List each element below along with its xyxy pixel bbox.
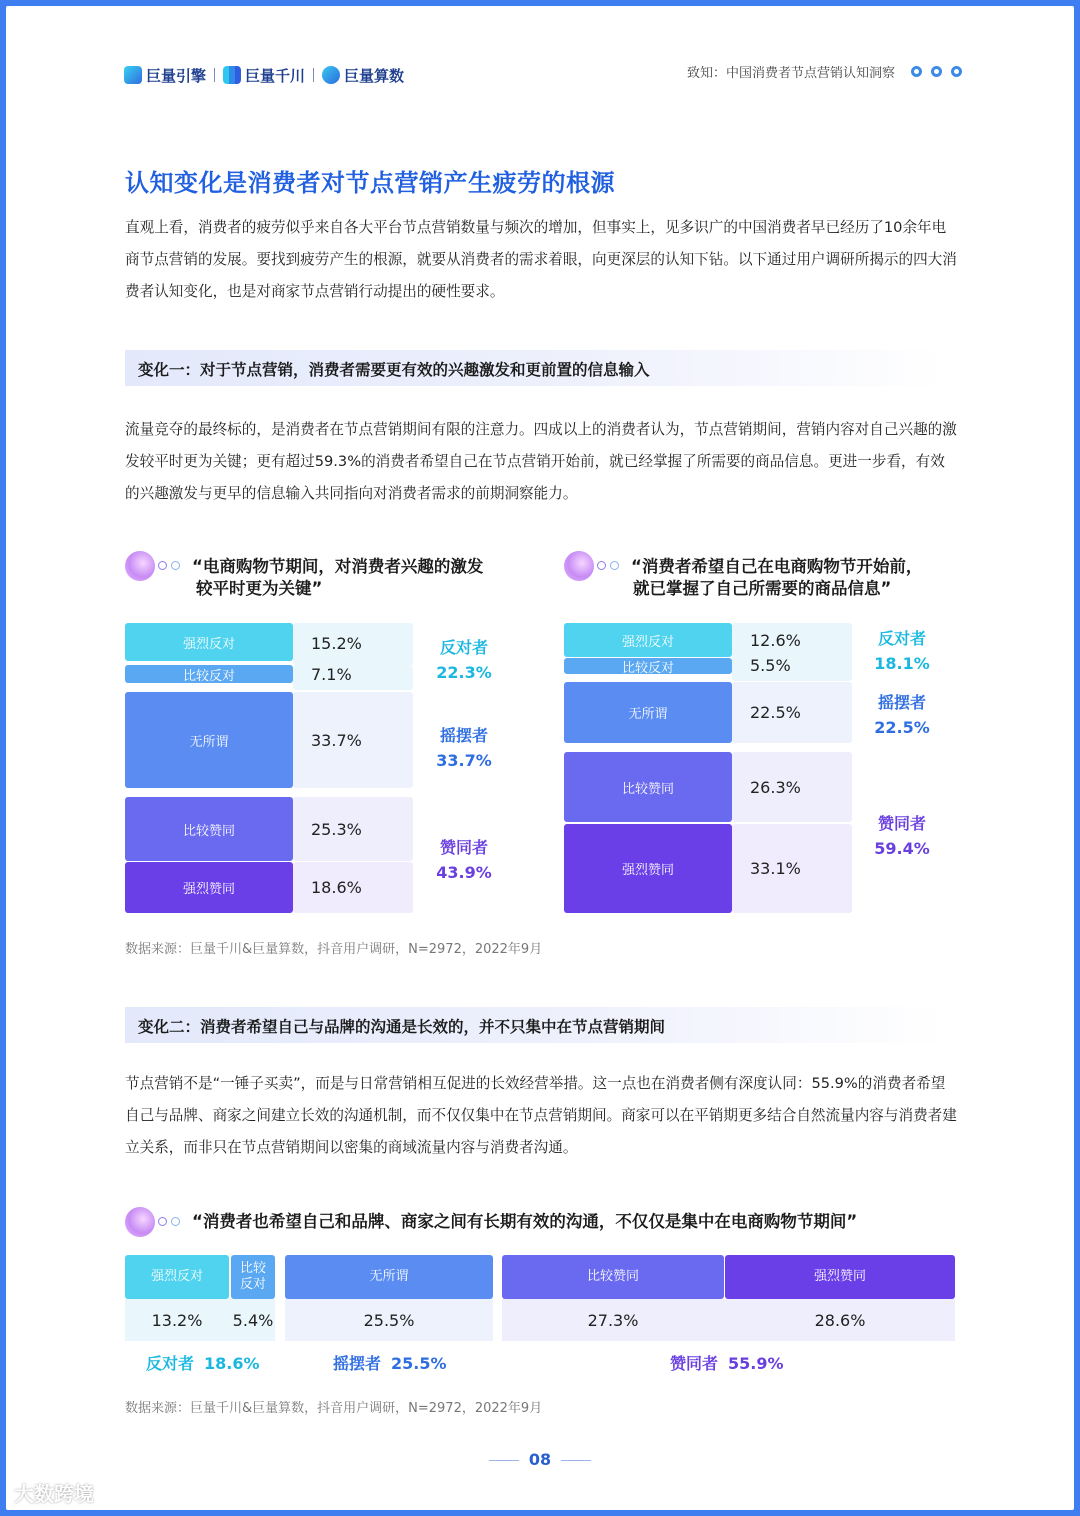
juliang-yinqing-icon — [124, 66, 142, 84]
watermark: 大数跨境 — [14, 1482, 94, 1506]
chart1-bar-strong-agree: 强烈赞同 — [125, 862, 293, 913]
chart3-bar-strong-agree: 强烈赞同 — [725, 1255, 955, 1299]
section2-heading: 变化二：消费者希望自己与品牌的沟通是长效的，并不只集中在节点营销期间 — [138, 1018, 666, 1036]
chart2-group-agree: 赞同者 59.4% — [874, 814, 930, 858]
chart1-group-oppose: 反对者 22.3% — [436, 638, 492, 682]
chart2-value-oppose: 5.5% — [750, 655, 791, 675]
chart2-value-neutral: 22.5% — [750, 703, 801, 722]
ring-icon — [951, 66, 962, 77]
chart3-value-strong-oppose: 13.2% — [151, 1310, 203, 1330]
chart1-group-agree: 赞同者 43.9% — [436, 838, 492, 882]
chart2-bar-agree: 比较赞同 — [564, 752, 732, 822]
logo-juliang-suanshu: 巨量算数 — [322, 65, 404, 86]
page-number: 08 — [6, 1450, 1074, 1469]
logo-juliang-yinqing: 巨量引擎 — [124, 65, 206, 86]
juliang-suanshu-icon — [322, 66, 340, 84]
chart1-value-strong-agree: 18.6% — [311, 878, 362, 897]
chart1-value-strong-oppose: 15.2% — [311, 633, 362, 653]
section2-heading-band — [125, 1007, 945, 1043]
report-page — [6, 6, 1074, 1510]
chart3-value-agree: 27.3% — [587, 1310, 639, 1330]
data-source-2: 数据来源：巨量千川&巨量算数，抖音用户调研，N=2972，2022年9月 — [125, 1401, 543, 1416]
logo-divider — [214, 68, 215, 82]
intro-paragraph: 直观上看，消费者的疲劳似乎来自各大平台节点营销数量与频次的增加，但事实上，见多识广的中国消费者早已经历了10余年电商节点营销的发展。要找到疲劳产生的根源，就要从消费者的需求着眼，向更深层的认知下钻。以下通过用户调研所揭示的四大消费者认知变化，也是对商家节点营销行动提出的硬性要求。 — [125, 219, 957, 300]
chart3-value-strong-agree: 28.6% — [814, 1310, 866, 1330]
chart3-value-neutral: 25.5% — [363, 1310, 415, 1330]
logo-juliang-qianchuan: 巨量千川 — [223, 65, 305, 86]
quote-bubble-icon — [125, 551, 189, 581]
chart3-bar-oppose: 比较 反对 — [231, 1255, 275, 1299]
chart1-group-neutral: 摇摆者 33.7% — [436, 726, 492, 770]
chart2-group-oppose: 反对者 18.1% — [874, 629, 930, 673]
chart2-bar-strong-agree: 强烈赞同 — [564, 824, 732, 913]
page-title: 认知变化是消费者对节点营销产生疲劳的根源 — [125, 169, 615, 197]
report-header — [687, 62, 962, 81]
section1-heading: 变化一：对于节点营销，消费者需要更有效的兴趣激发和更前置的信息输入 — [138, 361, 650, 379]
chart2-value-strong-agree: 33.1% — [750, 859, 801, 878]
ring-icon — [931, 66, 942, 77]
chart2-group-neutral: 摇摆者 22.5% — [874, 693, 930, 737]
chart3-value-oppose: 5.4% — [232, 1310, 274, 1330]
chart1-title: “电商购物节期间，对消费者兴趣的激发 较平时更为关键” — [192, 557, 484, 598]
chart1-value-agree: 25.3% — [311, 819, 362, 839]
logo-divider — [313, 68, 314, 82]
quote-bubble-icon — [564, 551, 628, 581]
chart1-value-neutral: 33.7% — [311, 730, 362, 750]
chart3-bar-agree: 比较赞同 — [502, 1255, 724, 1299]
chart3-bar-neutral: 无所谓 — [285, 1255, 493, 1299]
data-source-1: 数据来源：巨量千川&巨量算数，抖音用户调研，N=2972，2022年9月 — [125, 942, 543, 957]
header-logos — [124, 62, 404, 88]
ring-icon — [911, 66, 922, 77]
chart2-bar-neutral: 无所谓 — [564, 682, 732, 743]
chart1-bar-strong-oppose: 强烈反对 — [125, 623, 293, 661]
chart1-value-oppose: 7.1% — [311, 664, 352, 684]
juliang-qianchuan-icon — [223, 66, 241, 84]
chart2-value-agree: 26.3% — [750, 777, 801, 797]
chart2-title: “消费者希望自己在电商购物节开始前， 就已掌握了自己所需要的商品信息” — [631, 557, 923, 598]
section1-heading-band — [125, 350, 945, 386]
chart3-group-agree: 赞同者 55.9% — [670, 1354, 784, 1373]
chart3-group-oppose: 反对者 18.6% — [146, 1354, 260, 1373]
header-dots — [911, 66, 962, 77]
chart3-title: “消费者也希望自己和品牌、商家之间有长期有效的沟通，不仅仅是集中在电商购物节期间” — [192, 1212, 858, 1231]
chart1-bar-agree: 比较赞同 — [125, 797, 293, 861]
chart2-value-strong-oppose: 12.6% — [750, 630, 801, 650]
section2-paragraph: 节点营销不是“一锤子买卖”，而是与日常营销相互促进的长效经营举措。这一点也在消费者侧有深度认同：55.9%的消费者希望自己与品牌、商家之间建立长效的沟通机制，而不仅仅集中在节点营销期间。商家可以在平销期更多结合自然流量内容与消费者建立关系，而非只在节点营销期间以密集的商域流量内容与消费者沟通。 — [125, 1075, 957, 1156]
chart1-bar-oppose: 比较反对 — [125, 665, 293, 683]
chart1-bar-neutral: 无所谓 — [125, 692, 293, 788]
quote-bubble-icon — [125, 1207, 189, 1237]
chart3-bar-strong-oppose: 强烈反对 — [125, 1255, 229, 1299]
report-title: 致知：中国消费者节点营销认知洞察 — [686, 66, 895, 81]
chart2-bar-oppose: 比较反对 — [564, 658, 732, 674]
chart2-bar-strong-oppose: 强烈反对 — [564, 623, 732, 657]
section1-paragraph: 流量竞夺的最终标的，是消费者在节点营销期间有限的注意力。四成以上的消费者认为，节点营销期间，营销内容对自己兴趣的激发较平时更为关键；更有超过59.3%的消费者希望自己在节点营销开始前，就已经掌握了所需要的商品信息。更进一步看，有效的兴趣激发与更早的信息输入共同指向对消费者需求的前期洞察能力。 — [125, 421, 957, 502]
chart3-group-neutral: 摇摆者 25.5% — [333, 1354, 447, 1373]
